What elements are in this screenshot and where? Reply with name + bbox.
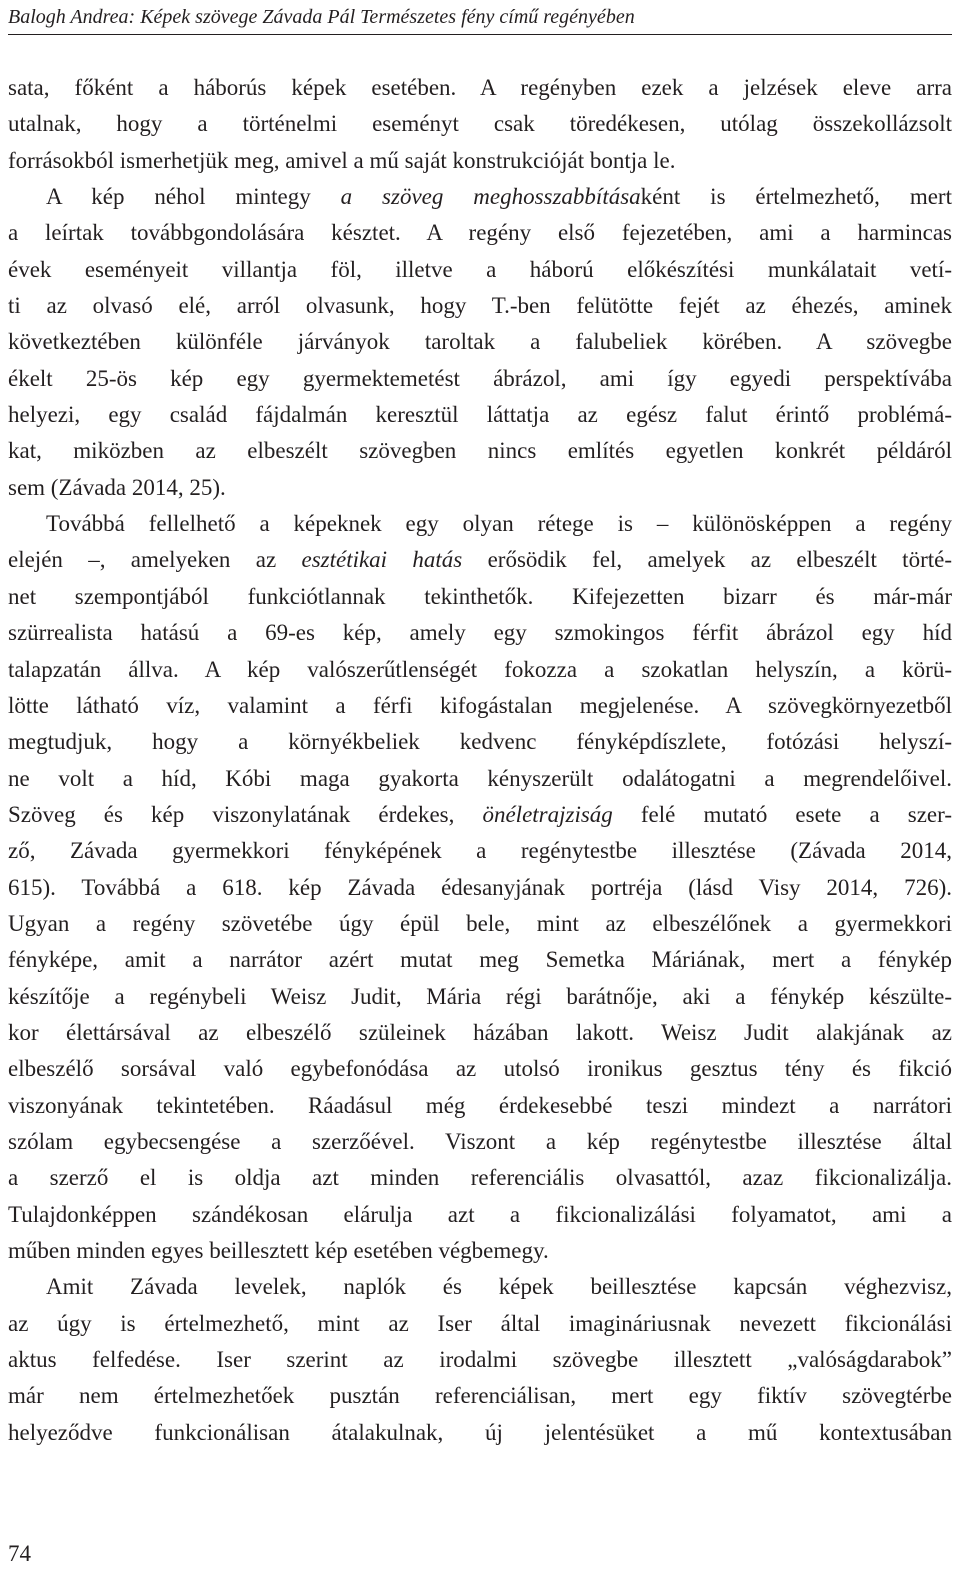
text-line-run: viszonyának tekintetében. Ráadásul még érdekesebbé teszi mindezt a narrátori xyxy=(8,1092,952,1118)
text-line xyxy=(8,179,952,215)
text-line-run: 615). Továbbá a 618. kép Závada édesanyjának portréja (lásd Visy 2014, 726). xyxy=(8,874,952,900)
text-line-run: szürrealista hatású a 69-es kép, amely egy szmokingos férfit ábrázol egy híd xyxy=(8,620,952,646)
text-line-run: net szempontjából funkciótlannak tekinthetők. Kifejezetten bizarr és már-már xyxy=(8,583,952,609)
text-line-run: utalnak, hogy a történelmi eseményt csak töredékesen, utólag összekollázsolt xyxy=(8,111,952,137)
text-line xyxy=(8,1124,952,1160)
text-line xyxy=(8,1160,952,1196)
text-line xyxy=(8,870,952,906)
text-line xyxy=(8,252,952,288)
text-line xyxy=(8,361,952,397)
text-line xyxy=(8,979,952,1015)
text-line xyxy=(8,70,952,106)
text-line-run: Amit Závada levelek, naplók és képek beillesztése kapcsán véghezvisz, xyxy=(46,1274,952,1300)
text-line-run: forrásokból ismerhetjük meg, amivel a mű saját konstrukcióját bontja le. xyxy=(8,147,676,173)
text-line-run: elbeszélő sorsával való egybefonódása az utolsó ironikus gesztus tény és fikció xyxy=(8,1056,952,1082)
text-line-run: helyeződve funkcionálisan átalakulnak, új jelentésüket a mű kontextusában xyxy=(8,1419,952,1445)
text-line-run: ne volt a híd, Kóbi maga gyakorta kényszerült odalátogatni a megrendelőivel. xyxy=(8,765,952,791)
text-line-run: a szerző el is oldja azt minden referenciális olvasattól, azaz fikcionalizálja. xyxy=(8,1165,952,1191)
text-line-run: ző, Závada gyermekkori fényképének a regénytestbe illesztése (Závada 2014, xyxy=(8,838,952,864)
text-line-run: készítője a regénybeli Weisz Judit, Mária régi barátnője, aki a fénykép készülte- xyxy=(8,983,952,1009)
text-line xyxy=(8,1306,952,1342)
text-line xyxy=(8,1378,952,1414)
text-line xyxy=(8,1015,952,1051)
text-line xyxy=(8,797,952,833)
running-head: Balogh Andrea: Képek szövege Závada Pál Természetes fény című regényében xyxy=(8,4,952,35)
emphasized-phrase: önéletrajziság xyxy=(482,801,613,827)
text-line xyxy=(8,106,952,142)
text-line xyxy=(8,833,952,869)
text-line-run: talapzatán állva. A kép valószerűtlenségét fokozza a szokatlan helyszín, a körü- xyxy=(8,656,952,682)
text-line-run: már nem értelmezhetőek pusztán referenciálisan, mert egy fiktív szövegtérbe xyxy=(8,1383,952,1409)
emphasized-phrase: a szöveg meghosszabbítása xyxy=(340,184,641,210)
text-line-run: a leírtak továbbgondolására késztet. A regény első fejezetében, ami a harmincas xyxy=(8,220,952,246)
text-line-run: következtében különféle járványok taroltak a falubeliek körében. A szövegbe xyxy=(8,329,952,355)
text-line-run: aktus felfedése. Iser szerint az irodalmi szövegbe illesztett „valóságdarabok” xyxy=(8,1347,952,1373)
text-line-run: ti az olvasó elé, arról olvasunk, hogy T.-ben felütötte fejét az éhezés, aminek xyxy=(8,293,952,319)
text-line-run: Szöveg és kép viszonylatának érdekes, xyxy=(8,801,483,827)
text-line-run: erősödik fel, amelyek az elbeszélt törté- xyxy=(462,547,952,573)
text-line xyxy=(8,906,952,942)
text-line-run: évek eseményeit villantja föl, illetve a háború előkészítési munkálatait vetí- xyxy=(8,256,952,282)
text-line xyxy=(8,579,952,615)
text-line xyxy=(8,215,952,251)
text-line xyxy=(8,433,952,469)
text-line-run: az úgy is értelmezhető, mint az Iser által imagináriusnak nevezett fikcionálási xyxy=(8,1310,952,1336)
text-line xyxy=(8,1415,952,1451)
text-line-run: lötte látható víz, valamint a férfi kifogástalan megjelenése. A szövegkörnyezetből xyxy=(8,692,952,718)
text-line-run: kor élettársával az elbeszélő szüleinek házában lakott. Weisz Judit alakjának az xyxy=(8,1019,952,1045)
text-line-run: sata, főként a háborús képek esetében. A regényben ezek a jelzések eleve arra xyxy=(8,75,952,100)
text-line xyxy=(8,761,952,797)
text-line-run: ként is értelmezhető, mert xyxy=(640,184,952,210)
text-line-run: műben minden egyes beillesztett kép esetében végbemegy. xyxy=(8,1238,549,1263)
text-line xyxy=(8,724,952,760)
emphasized-phrase: esztétikai hatás xyxy=(301,547,463,573)
text-line xyxy=(8,615,952,651)
text-line xyxy=(8,1051,952,1087)
text-line-run: megtudjuk, hogy a környékbeliek kedvenc fényképdíszlete, fotózási helyszí- xyxy=(8,729,952,755)
text-line xyxy=(8,1088,952,1124)
text-line xyxy=(8,688,952,724)
text-line-run: sem (Závada 2014, 25). xyxy=(8,474,226,500)
text-line-run: szólam egybecsengése a szerzőével. Viszont a kép regénytestbe illesztése által xyxy=(8,1128,952,1154)
text-line xyxy=(8,1269,952,1305)
page-number: 74 xyxy=(8,1541,31,1566)
text-line xyxy=(8,652,952,688)
text-line xyxy=(8,1342,952,1378)
text-line-run: fényképe, amit a narrátor azért mutat meg Semetka Máriának, mert a fénykép xyxy=(8,947,952,973)
body-text xyxy=(8,70,952,1451)
text-line-run: Ugyan a regény szövetébe úgy épül bele, mint az elbeszélőnek a gyermekkori xyxy=(8,910,952,936)
text-line-run: ékelt 25-ös kép egy gyermektemetést ábrázol, ami így egyedi perspektívába xyxy=(8,365,952,391)
text-line-run: helyezi, egy család fájdalmán keresztül láttatja az egész falut érintő problémá- xyxy=(8,402,952,428)
text-line xyxy=(8,288,952,324)
text-line xyxy=(8,397,952,433)
text-line-run: Továbbá fellelhető a képeknek egy olyan rétege is – különösképpen a regény xyxy=(46,511,952,537)
text-line xyxy=(8,470,952,506)
text-line xyxy=(8,143,952,179)
text-line-run: kat, miközben az elbeszélt szövegben nincs említés egyetlen konkrét példáról xyxy=(8,438,952,464)
text-line xyxy=(8,506,952,542)
text-line xyxy=(8,542,952,578)
text-line xyxy=(8,942,952,978)
text-line-run: elején –, amelyeken az xyxy=(8,547,302,573)
text-line xyxy=(8,324,952,360)
text-line-run: Tulajdonképpen szándékosan elárulja azt a fikcionalizálási folyamatot, ami a xyxy=(8,1201,952,1227)
text-line xyxy=(8,1233,952,1269)
text-line xyxy=(8,1197,952,1233)
text-line-run: A kép néhol mintegy xyxy=(46,184,341,210)
text-line-run: felé mutató esete a szer- xyxy=(612,801,952,827)
